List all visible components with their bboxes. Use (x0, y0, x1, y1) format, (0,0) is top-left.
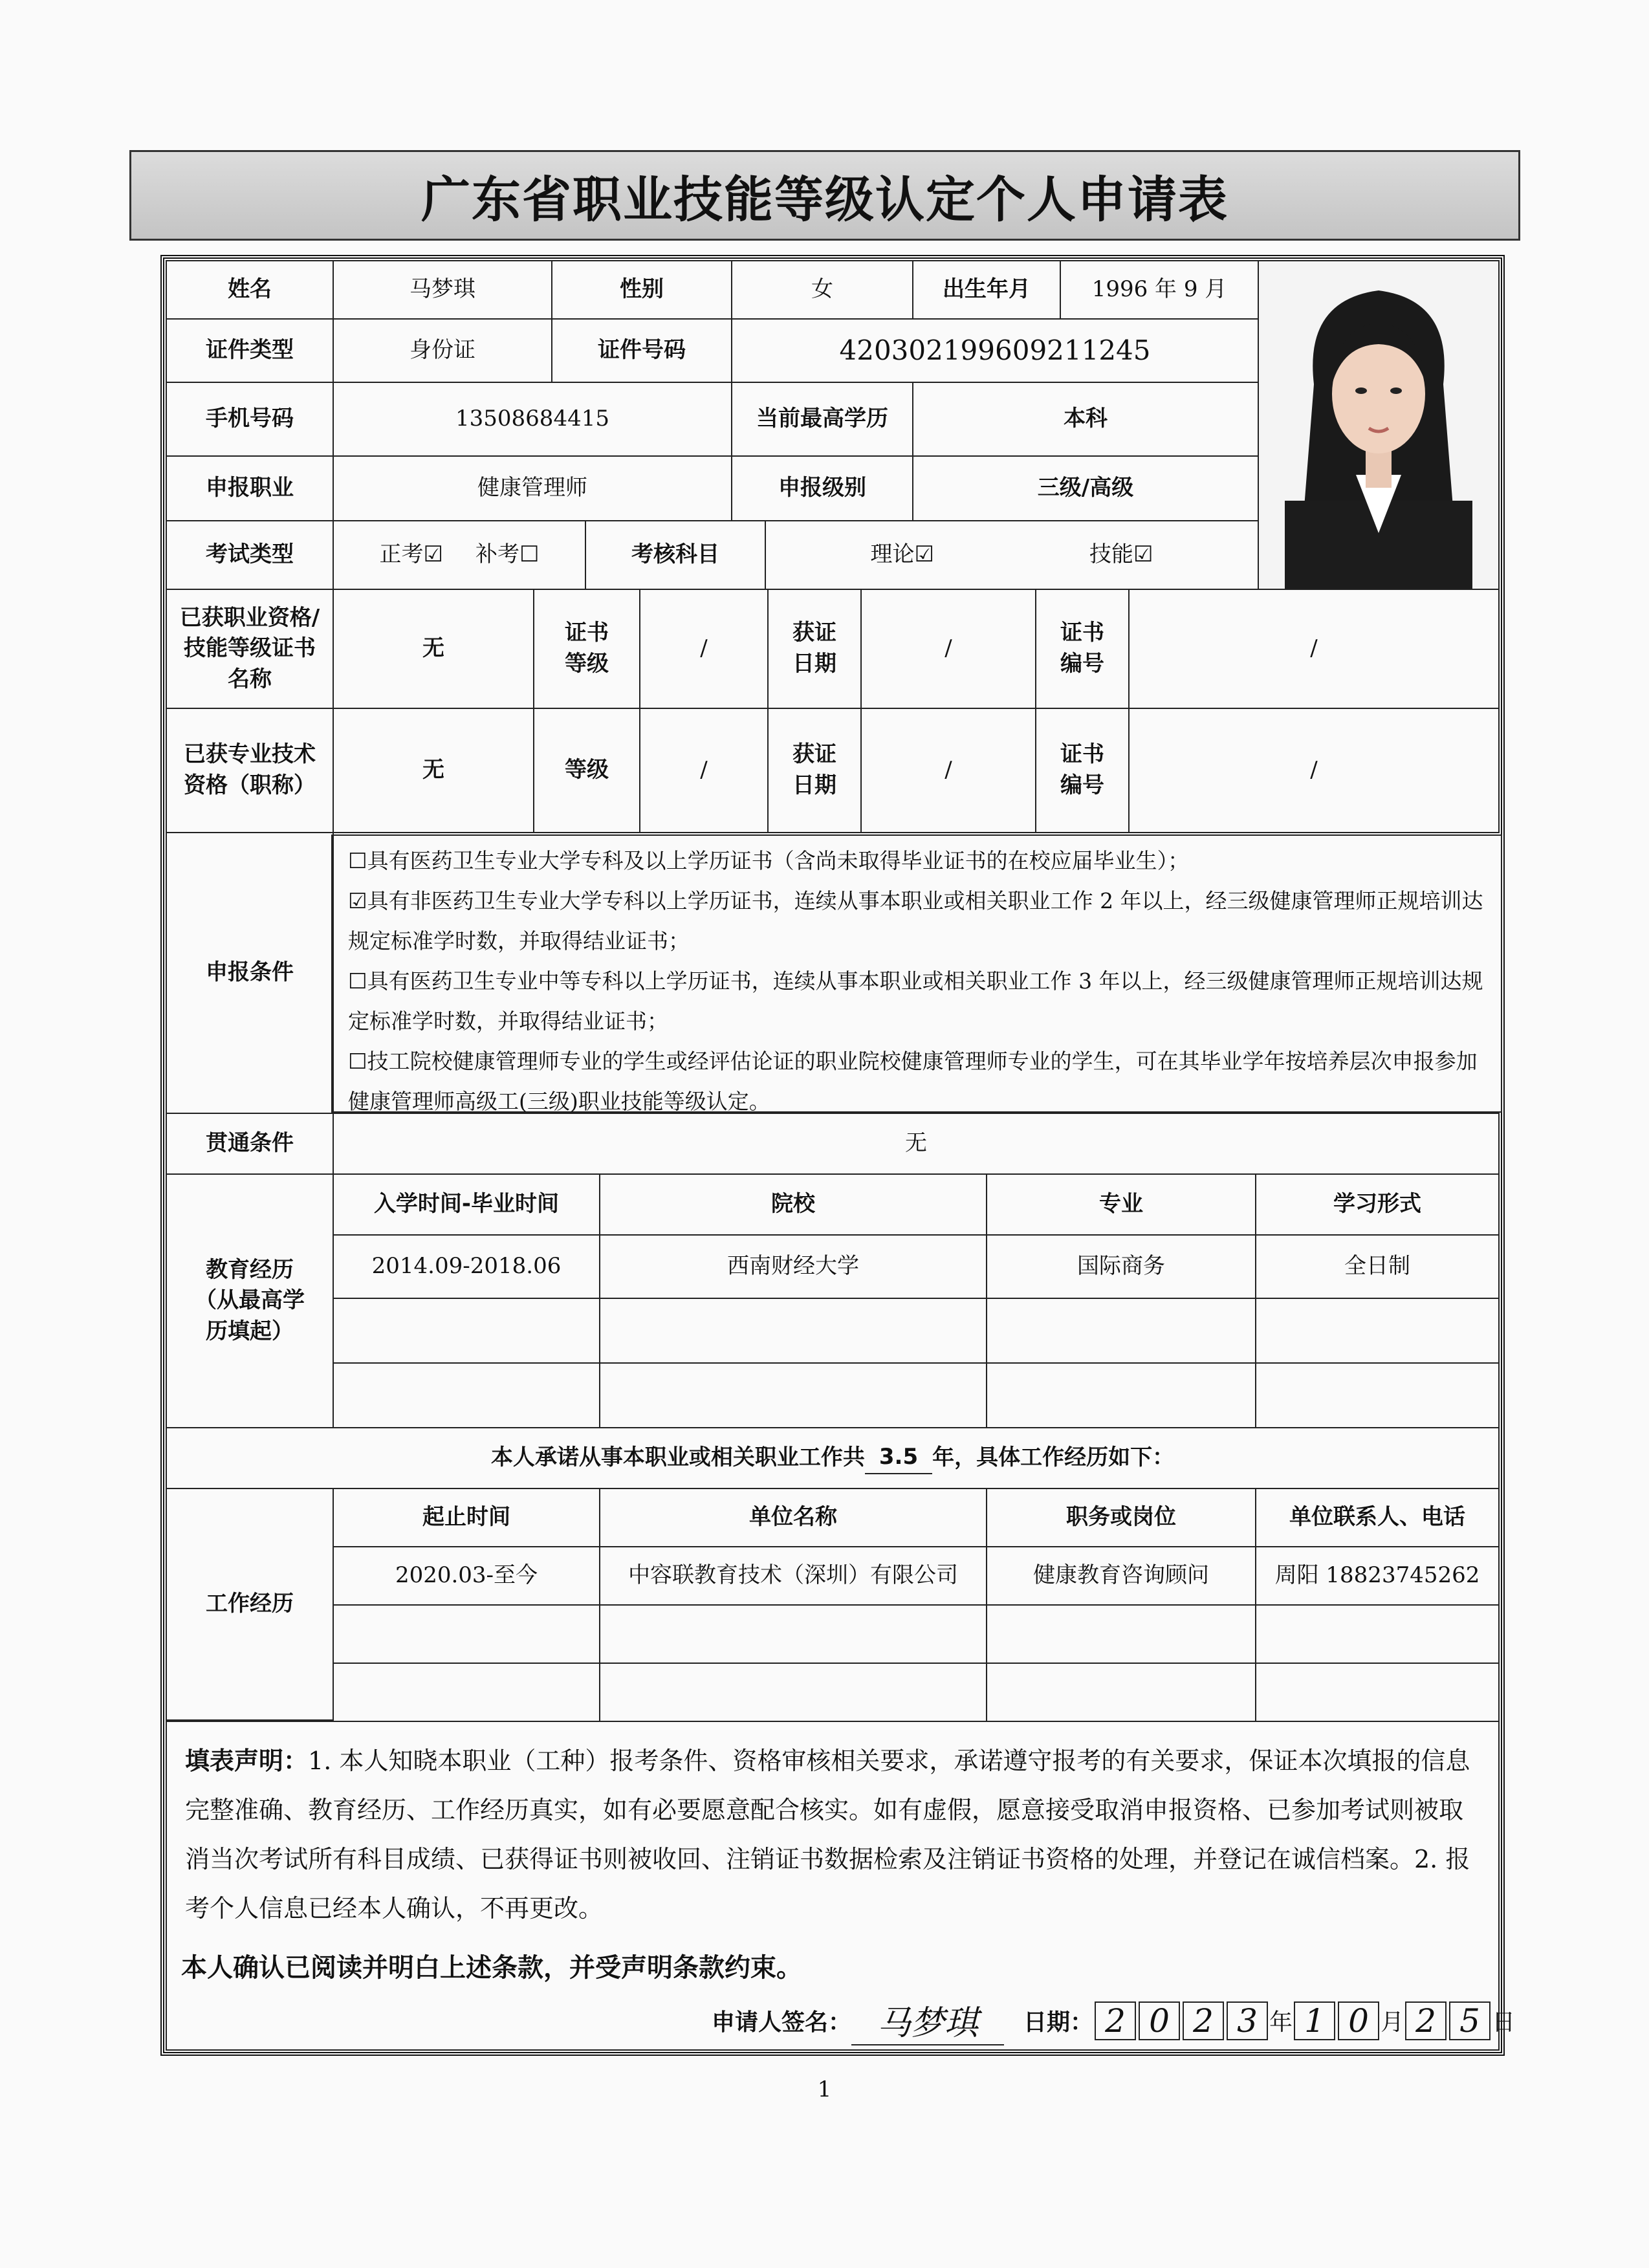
work-row-1-company: 中容联教育技术（深圳）有限公司 (599, 1546, 987, 1606)
label-cert-no: 证书编号 (1035, 589, 1130, 709)
label-occupation: 申报职业 (166, 455, 334, 521)
exam-makeup-checkbox[interactable]: 补考☐ (475, 541, 540, 568)
day-digit-2[interactable]: 5 (1449, 2001, 1491, 2040)
edu-row-1-major: 国际商务 (986, 1234, 1256, 1299)
value-level: 三级/高级 (912, 455, 1259, 521)
year-digit-1[interactable]: 2 (1095, 2001, 1136, 2040)
value-phone: 13508684415 (333, 382, 732, 457)
form-title: 广东省职业技能等级认定个人申请表 (421, 170, 1229, 228)
edu-row-1-period: 2014.09-2018.06 (333, 1234, 600, 1299)
work-row-3-position (986, 1663, 1256, 1722)
form-title-banner (129, 150, 1520, 241)
promise-prefix: 本人承诺从事本职业或相关职业工作共 (490, 1445, 865, 1471)
work-row-3-company (599, 1663, 987, 1722)
label-cert-no-2: 证书编号 (1035, 708, 1130, 833)
applicant-signature[interactable]: 马梦琪 (851, 1996, 1004, 2045)
label-cert-name: 已获职业资格/技能等级证书名称 (166, 589, 334, 709)
subject-theory-checkbox[interactable]: 理论☑ (870, 541, 934, 568)
edu-row-1-mode: 全日制 (1255, 1234, 1500, 1299)
work-row-3-contact (1255, 1663, 1500, 1722)
applicant-photo (1258, 260, 1500, 590)
label-gender: 性别 (551, 260, 732, 320)
year-digit-3[interactable]: 2 (1183, 2001, 1224, 2040)
label-birth: 出生年月 (912, 260, 1061, 320)
value-id-type: 身份证 (333, 318, 552, 383)
edu-row-3-period (333, 1362, 600, 1428)
work-row-1-position: 健康教育咨询顾问 (986, 1546, 1256, 1606)
label-through: 贯通条件 (166, 1113, 334, 1175)
edu-row-1-school: 西南财经大学 (599, 1234, 987, 1299)
label-edu-history: 教育经历（从最高学历填起） (166, 1173, 334, 1428)
exam-type-options (333, 520, 586, 590)
condition-item-2[interactable]: ☑具有非医药卫生专业大学专科以上学历证书，连续从事本职业或相关职业工作 2 年以上，经三级健康管理师正规培训达规定标准学时数，并取得结业证书； (348, 888, 1483, 954)
exam-regular-checkbox[interactable]: 正考☑ (379, 541, 443, 568)
label-issue-date: 获证日期 (767, 589, 862, 709)
value-cert-no: / (1128, 589, 1500, 709)
value-education: 本科 (912, 382, 1259, 457)
value-through: 无 (333, 1113, 1500, 1175)
label-subject: 考核科目 (585, 520, 766, 590)
edu-row-3-major (986, 1362, 1256, 1428)
edu-row-2-mode (1255, 1298, 1500, 1364)
value-issue-date-2: / (860, 708, 1036, 833)
work-header-position: 职务或岗位 (986, 1488, 1256, 1547)
edu-header-mode: 学习形式 (1255, 1173, 1500, 1236)
value-cert-no-2: / (1128, 708, 1500, 833)
value-birth: 1996 年 9 月 (1060, 260, 1259, 320)
month-digit-2[interactable]: 0 (1338, 2001, 1379, 2040)
label-tech-title: 已获专业技术资格（职称） (166, 708, 334, 833)
promise-years: 3.5 (865, 1442, 932, 1474)
work-row-2-contact (1255, 1604, 1500, 1664)
work-row-2-period (333, 1604, 600, 1664)
condition-item-1[interactable]: ☐具有医药卫生专业大学专科及以上学历证书（含尚未取得毕业证书的在校应届毕业生）； (348, 848, 1190, 873)
signature-label: 申请人签名： (712, 2009, 852, 2036)
work-header-company: 单位名称 (599, 1488, 987, 1547)
value-occupation: 健康管理师 (333, 455, 732, 521)
label-name: 姓名 (166, 260, 334, 320)
declaration-heading: 填表声明： (185, 1747, 309, 1775)
month-digit-1[interactable]: 1 (1294, 2001, 1335, 2040)
year-unit: 年 (1269, 2009, 1293, 2036)
work-header-period: 起止时间 (333, 1488, 600, 1547)
edu-row-3-mode (1255, 1362, 1500, 1428)
value-tech-title: 无 (333, 708, 534, 833)
portrait-image (1259, 261, 1498, 589)
work-row-1-period: 2020.03-至今 (333, 1546, 600, 1606)
edu-header-major: 专业 (986, 1173, 1256, 1236)
subject-options (765, 520, 1259, 590)
label-education: 当前最高学历 (731, 382, 913, 457)
label-level: 申报级别 (731, 455, 913, 521)
year-digit-2[interactable]: 0 (1139, 2001, 1180, 2040)
year-digit-4[interactable]: 3 (1227, 2001, 1268, 2040)
label-cert-level: 证书等级 (533, 589, 640, 709)
label-exam-type: 考试类型 (166, 520, 334, 590)
value-gender: 女 (731, 260, 913, 320)
condition-item-3[interactable]: ☐具有医药卫生专业中等专科以上学历证书，连续从事本职业或相关职业工作 3 年以上，经三级健康管理师正规培训达规定标准学时数，并取得结业证书； (348, 968, 1483, 1034)
work-row-3-period (333, 1663, 600, 1722)
date-label: 日期： (1023, 2009, 1094, 2036)
month-unit: 月 (1381, 2009, 1404, 2036)
label-work-history: 工作经历 (166, 1488, 334, 1721)
day-digit-1[interactable]: 2 (1405, 2001, 1447, 2040)
subject-skill-checkbox[interactable]: 技能☑ (1089, 541, 1153, 568)
work-header-contact: 单位联系人、电话 (1255, 1488, 1500, 1547)
signature-row (712, 1996, 1515, 2045)
conditions-list (331, 834, 1502, 1113)
work-promise (166, 1427, 1500, 1489)
value-grade: / (639, 708, 769, 833)
declaration-confirm: 本人确认已阅读并明白上述条款，并受声明条款约束。 (181, 1953, 802, 1983)
value-cert-level: / (639, 589, 769, 709)
value-id-no: 420302199609211245 (731, 318, 1259, 383)
work-row-1-contact: 周阳 18823745262 (1255, 1546, 1500, 1606)
value-cert-name: 无 (333, 589, 534, 709)
condition-item-4[interactable]: ☐技工院校健康管理师专业的学生或经评估论证的职业院校健康管理师专业的学生，可在其毕业学年按培养层次申报参加健康管理师高级工(三级)职业技能等级认定。 (348, 1049, 1478, 1114)
edu-row-2-school (599, 1298, 987, 1364)
promise-suffix: 年，具体工作经历如下： (932, 1445, 1175, 1471)
edu-row-2-major (986, 1298, 1256, 1364)
edu-row-3-school (599, 1362, 987, 1428)
declaration-text: 1. 本人知晓本职业（工种）报考条件、资格审核相关要求，承诺遵守报考的有关要求，保证本次填报的信息完整准确、教育经历、工作经历真实，如有必要愿意配合核实。如有虚假，愿意接受取消申报资格、已参加考试则被取消当次考试所有科目成绩、已获得证书则被收回、注销证书数据检索及注销证书资格的处理，并登记在诚信档案。2. 报考个人信息已经本人确认，不再更改。 (185, 1747, 1470, 1923)
label-phone: 手机号码 (166, 382, 334, 457)
work-row-2-company (599, 1604, 987, 1664)
edu-header-period: 入学时间-毕业时间 (333, 1173, 600, 1236)
label-grade: 等级 (533, 708, 640, 833)
label-id-type: 证件类型 (166, 318, 334, 383)
work-row-2-position (986, 1604, 1256, 1664)
label-conditions: 申报条件 (166, 832, 334, 1114)
edu-header-school: 院校 (599, 1173, 987, 1236)
label-id-no: 证件号码 (551, 318, 732, 383)
day-unit: 日 (1492, 2009, 1516, 2036)
edu-row-2-period (333, 1298, 600, 1364)
page-number: 1 (817, 2077, 832, 2102)
value-issue-date: / (860, 589, 1036, 709)
label-issue-date-2: 获证日期 (767, 708, 862, 833)
value-name: 马梦琪 (333, 260, 552, 320)
